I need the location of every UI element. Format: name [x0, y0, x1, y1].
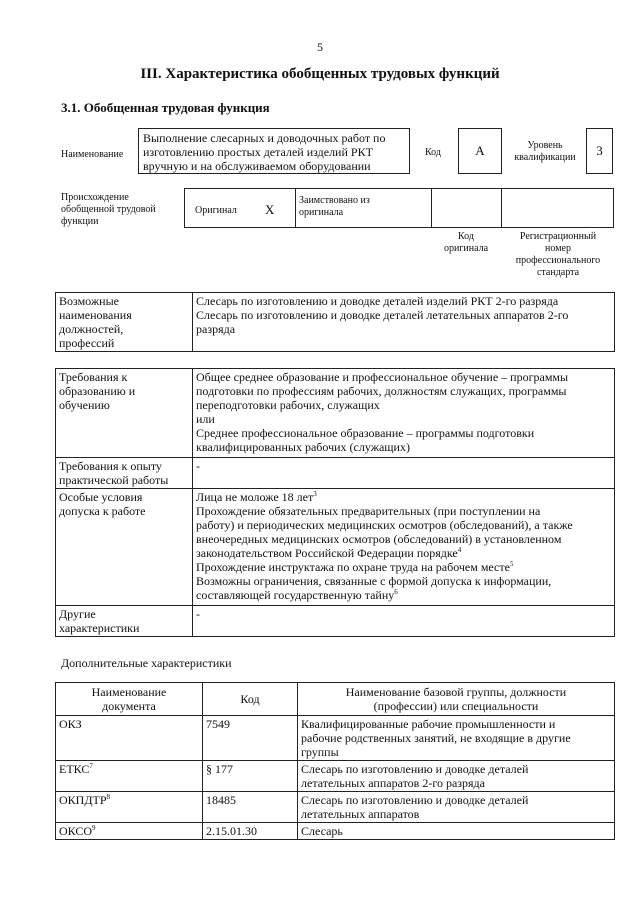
- divider: [501, 189, 502, 227]
- function-name-line: вручную и на обслуживаемом оборудовании: [143, 159, 371, 173]
- table-row: [56, 823, 615, 840]
- page-number: 5: [317, 40, 323, 54]
- original-mark: X: [265, 202, 275, 217]
- table-row: [56, 761, 615, 792]
- name-label: Наименование: [61, 149, 124, 160]
- section-title: III. Характеристика обобщенных трудовых функций: [140, 66, 500, 82]
- code-cell: 18485: [203, 792, 298, 823]
- name-cell: Квалифицированные рабочие промышленности и рабочие родственных занятий, не входящие в другие группы: [298, 716, 615, 761]
- divider: [431, 189, 432, 227]
- name-cell: Слесарь: [298, 823, 615, 840]
- level-value-box: 3: [586, 128, 613, 174]
- header-name: Наименование базовой группы, должности (профессии) или специальности: [298, 683, 615, 716]
- divider: [295, 189, 296, 227]
- table-row: [56, 792, 615, 823]
- doc-cell: ОКПДТР$^8$: [56, 792, 203, 823]
- code-cell: 2.15.01.30: [203, 823, 298, 840]
- experience-value: -: [193, 458, 615, 489]
- table-header-row: [56, 683, 615, 716]
- subsection-title: 3.1. Обобщенная трудовая функция: [61, 100, 270, 115]
- doc-cell: ОКСО$^9$: [56, 823, 203, 840]
- header-code: Код: [203, 683, 298, 716]
- special-conditions-value: Лица не моложе 18 лет$^3$ Прохождение обязательных предварительных (при поступлении на работу) и периодических медицинских осмотров (обследований), а также внеочередных медицинских осмотров (обследований) в установленном законодательством Российской Федерации порядке$^4$ Прохождение инструктажа по охране труда на рабочем месте$^5$ Возможны ограничения, связанные с формой допуска к информации, составляющей государственную тайну$^6$: [193, 489, 615, 606]
- code-cell: § 177: [203, 761, 298, 792]
- positions-table: [55, 292, 615, 352]
- level-label: Уровень квалификации: [514, 140, 576, 163]
- name-cell: Слесарь по изготовлению и доводке деталей летательных аппаратов 2-го разряда: [298, 761, 615, 792]
- origin-table: [184, 188, 614, 228]
- positions-label: Возможные наименования должностей, профессий: [56, 293, 193, 352]
- table-row: [56, 458, 615, 489]
- code-origin-caption: Код оригинала: [443, 231, 489, 254]
- code-value-box: А: [458, 128, 502, 174]
- code-cell: 7549: [203, 716, 298, 761]
- header-doc: Наименование документа: [56, 683, 203, 716]
- doc-cell: ЕТКС$^7$: [56, 761, 203, 792]
- original-label: Оригинал: [195, 205, 237, 216]
- table-row: [56, 716, 615, 761]
- other-label: Другие характеристики: [56, 606, 193, 637]
- borrowed-label: Заимствовано из оригинала: [299, 195, 370, 218]
- positions-value: Слесарь по изготовлению и доводке деталей изделий РКТ 2-го разряда Слесарь по изготовлению и доводке деталей летательных аппаратов 2-го разряда: [193, 293, 615, 352]
- additional-title: Дополнительные характеристики: [61, 656, 232, 670]
- function-name-box: [138, 128, 410, 174]
- requirements-table: [55, 368, 615, 637]
- doc-cell: ОКЗ: [56, 716, 203, 761]
- function-name-line: Выполнение слесарных и доводочных работ по: [143, 131, 386, 145]
- special-conditions-label: Особые условия допуска к работе: [56, 489, 193, 606]
- table-row: [56, 369, 615, 458]
- reg-number-caption: Регистрационный номер профессионального стандарта: [515, 231, 601, 278]
- origin-label: Происхождение обобщенной трудовой функции: [61, 192, 156, 227]
- experience-label: Требования к опыту практической работы: [56, 458, 193, 489]
- table-row: [56, 606, 615, 637]
- table-row: [56, 489, 615, 606]
- code-label: Код: [425, 147, 441, 158]
- other-value: -: [193, 606, 615, 637]
- education-value: Общее среднее образование и профессиональное обучение – программы подготовки по профессиям рабочих, должностям служащих, программы переподготовки рабочих, служащих или Среднее профессиональное образование – программы подготовки квалифицированных рабочих (служащих): [193, 369, 615, 458]
- function-name-line: изготовлению простых деталей изделий РКТ: [143, 145, 373, 159]
- additional-table: [55, 682, 615, 840]
- education-label: Требования к образованию и обучению: [56, 369, 193, 458]
- name-cell: Слесарь по изготовлению и доводке деталей летательных аппаратов: [298, 792, 615, 823]
